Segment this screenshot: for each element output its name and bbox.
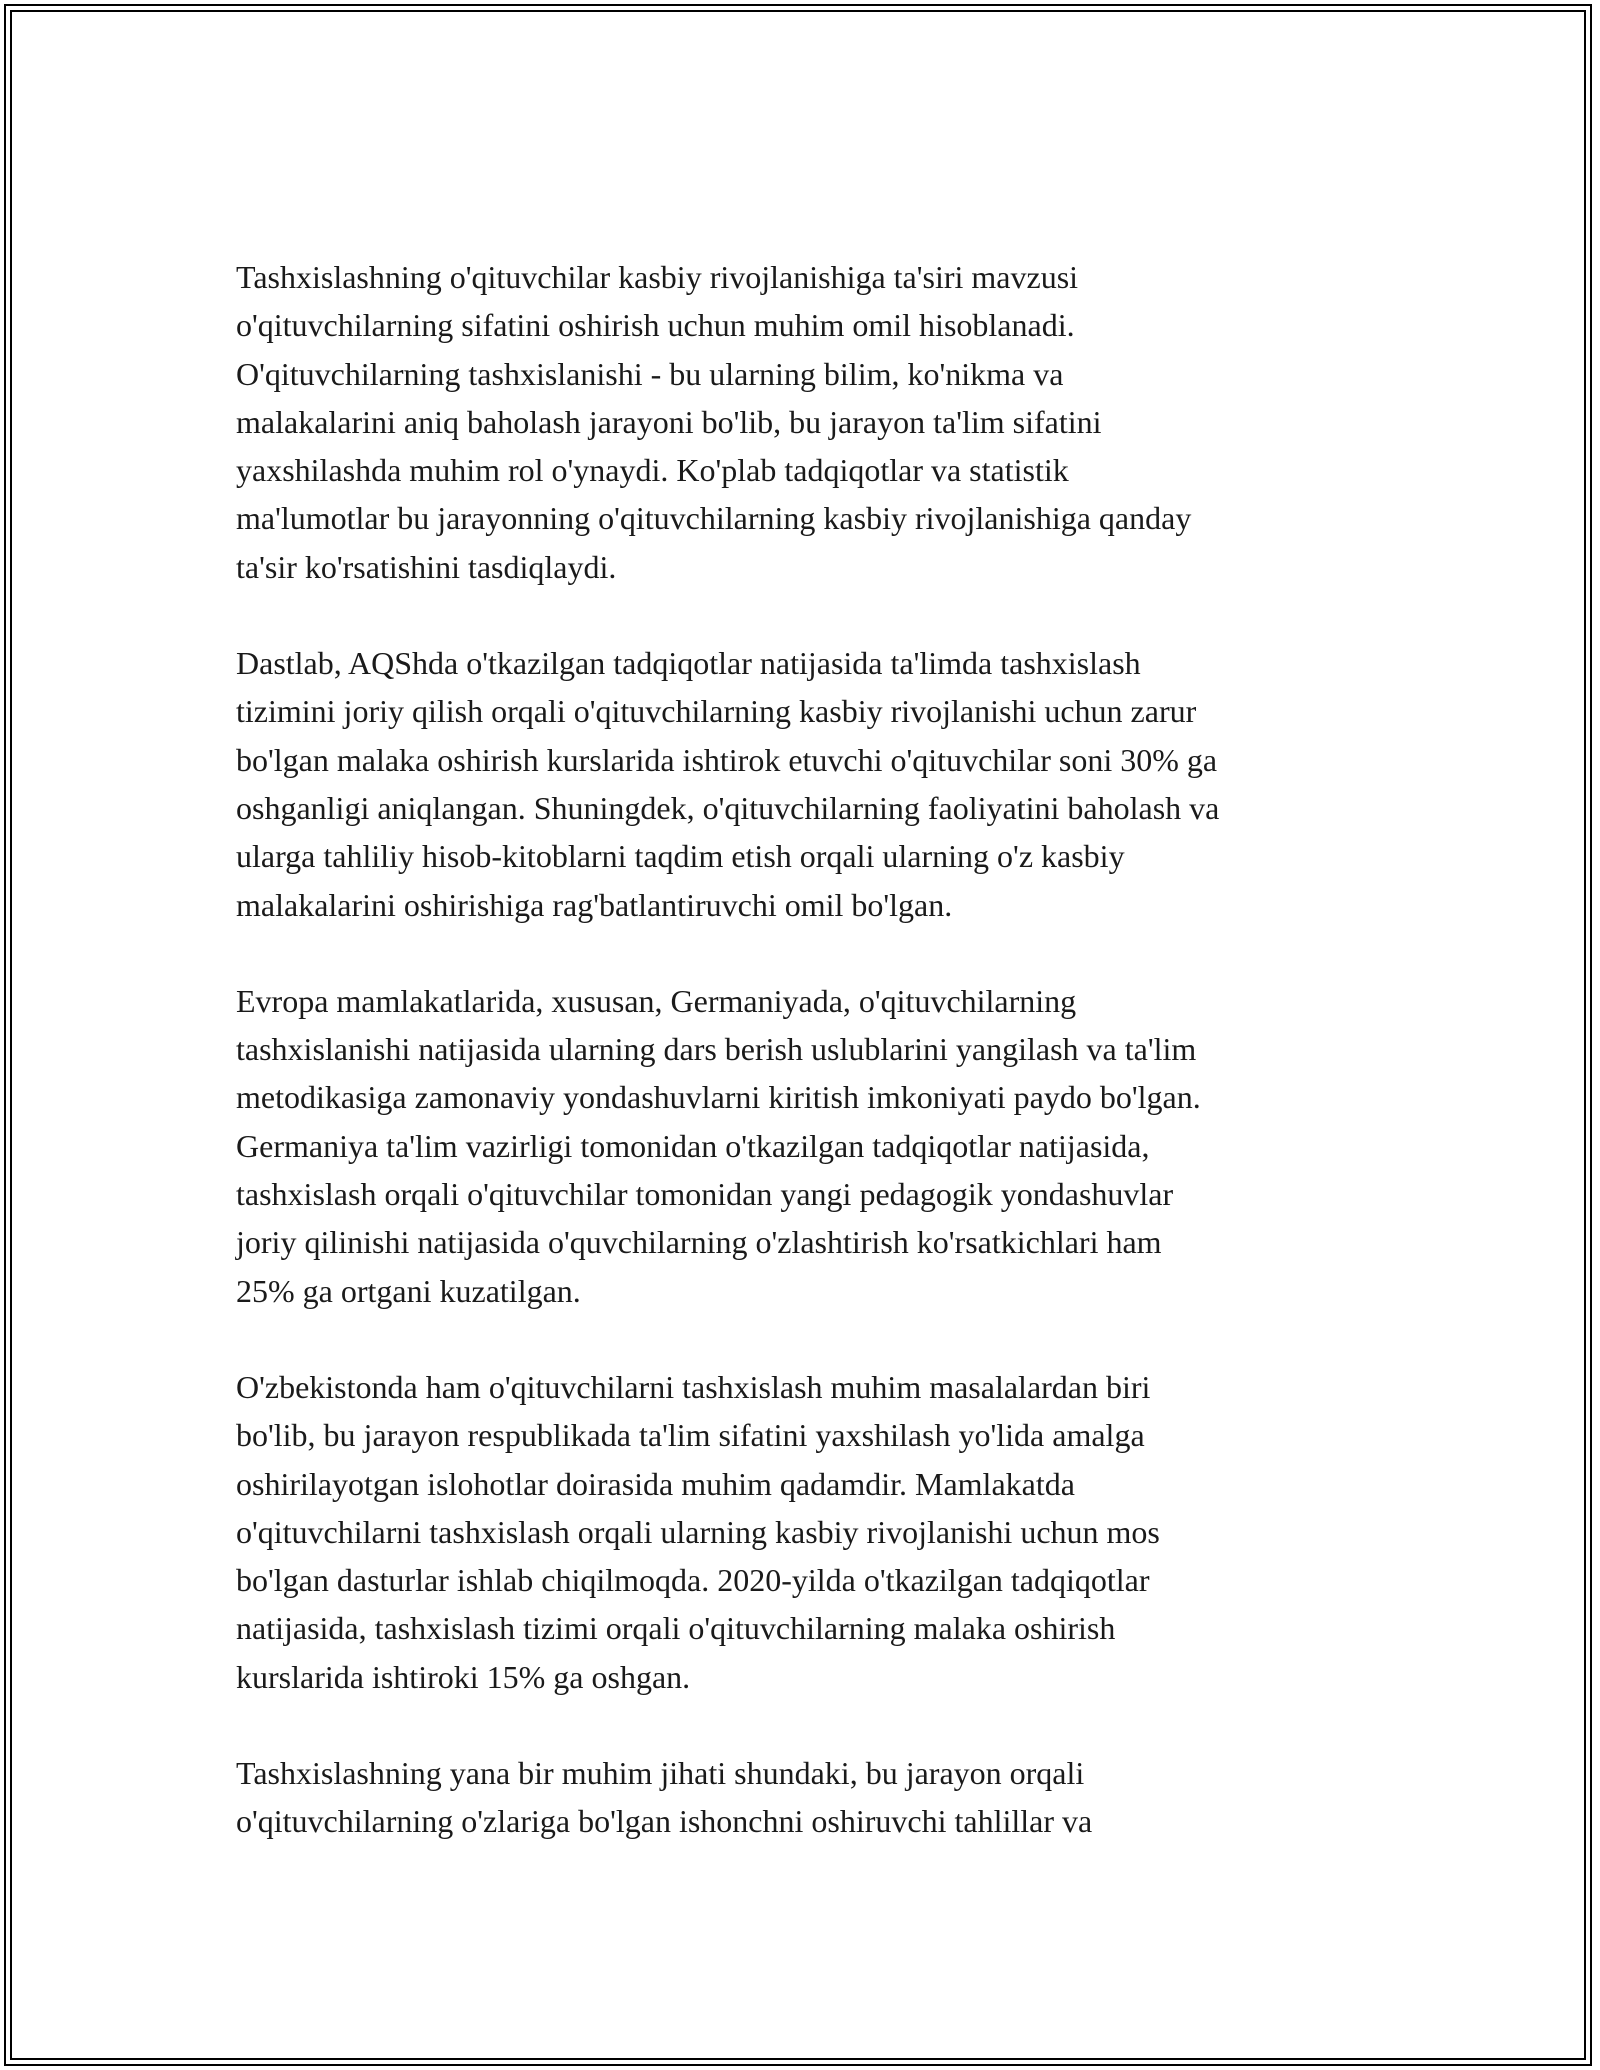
text-line: metodikasiga zamonaviy yondashuvlarni kiritish imkoniyati paydo bo'lgan. xyxy=(236,1079,1201,1116)
text-line: joriy qilinishi natijasida o'quvchilarning o'zlashtirish ko'rsatkichlari ham xyxy=(236,1224,1162,1261)
text-line: tashxislanishi natijasida ularning dars berish uslublarini yangilash va ta'lim xyxy=(236,1031,1197,1068)
text-line: o'qituvchilarning sifatini oshirish uchun muhim omil hisoblanadi. xyxy=(236,307,1075,344)
text-line: ma'lumotlar bu jarayonning o'qituvchilarning kasbiy rivojlanishiga qanday xyxy=(236,500,1192,537)
paragraph-4 xyxy=(236,1363,1386,1701)
text-line: Germaniya ta'lim vazirligi tomonidan o'tkazilgan tadqiqotlar natijasida, xyxy=(236,1127,1150,1164)
text-line: bo'lgan malaka oshirish kurslarida ishtirok etuvchi o'qituvchilar soni 30% ga xyxy=(236,741,1218,778)
text-line: kurslarida ishtiroki 15% ga oshgan. xyxy=(236,1658,691,1695)
text-line: o'qituvchilarni tashxislash orqali ularning kasbiy rivojlanishi uchun mos xyxy=(236,1513,1160,1550)
text-line: Evropa mamlakatlarida, xususan, Germaniyada, o'qituvchilarning xyxy=(236,982,1077,1019)
paragraph-2 xyxy=(236,639,1386,929)
text-line: yaxshilashda muhim rol o'ynaydi. Ko'plab tadqiqotlar va statistik xyxy=(236,452,1069,489)
text-line: malakalarini oshirishiga rag'batlantiruvchi omil bo'lgan. xyxy=(236,886,953,923)
text-line: malakalarini aniq baholash jarayoni bo'lib, bu jarayon ta'lim sifatini xyxy=(236,403,1102,440)
text-line: O'qituvchilarning tashxislanishi - bu ularning bilim, ko'nikma va xyxy=(236,355,1064,392)
text-line: Tashxislashning o'qituvchilar kasbiy rivojlanishiga ta'siri mavzusi xyxy=(236,259,1079,295)
text-line: 25% ga ortgani kuzatilgan. xyxy=(236,1272,581,1309)
document-body xyxy=(236,253,1386,1894)
text-line: Dastlab, AQShda o'tkazilgan tadqiqotlar natijasida ta'limda tashxislash xyxy=(236,645,1141,682)
text-line: tashxislash orqali o'qituvchilar tomonidan yangi pedagogik yondashuvlar xyxy=(236,1176,1174,1213)
paragraph-5 xyxy=(236,1749,1386,1846)
text-line: tizimini joriy qilish orqali o'qituvchilarning kasbiy rivojlanishi uchun zarur xyxy=(236,693,1197,730)
text-line: Tashxislashning yana bir muhim jihati shundaki, bu jarayon orqali xyxy=(236,1755,1085,1792)
text-line: bo'lgan dasturlar ishlab chiqilmoqda. 2020-yilda o'tkazilgan tadqiqotlar xyxy=(236,1562,1150,1599)
paragraph-3 xyxy=(236,977,1386,1315)
text-line: ta'sir ko'rsatishini tasdiqlaydi. xyxy=(236,548,617,585)
text-line: oshganligi aniqlangan. Shuningdek, o'qituvchilarning faoliyatini baholash va xyxy=(236,789,1220,826)
text-line: ularga tahliliy hisob-kitoblarni taqdim etish orqali ularning o'z kasbiy xyxy=(236,838,1125,875)
text-line: O'zbekistonda ham o'qituvchilarni tashxislash muhim masalalardan biri xyxy=(236,1368,1151,1405)
text-line: oshirilayotgan islohotlar doirasida muhim qadamdir. Mamlakatda xyxy=(236,1465,1075,1502)
text-line: bo'lib, bu jarayon respublikada ta'lim sifatini yaxshilash yo'lida amalga xyxy=(236,1417,1145,1454)
text-line: natijasida, tashxislash tizimi orqali o'qituvchilarning malaka oshirish xyxy=(236,1610,1116,1647)
text-line: o'qituvchilarning o'zlariga bo'lgan ishonchni oshiruvchi tahlillar va xyxy=(236,1803,1093,1840)
paragraph-1 xyxy=(236,253,1386,591)
